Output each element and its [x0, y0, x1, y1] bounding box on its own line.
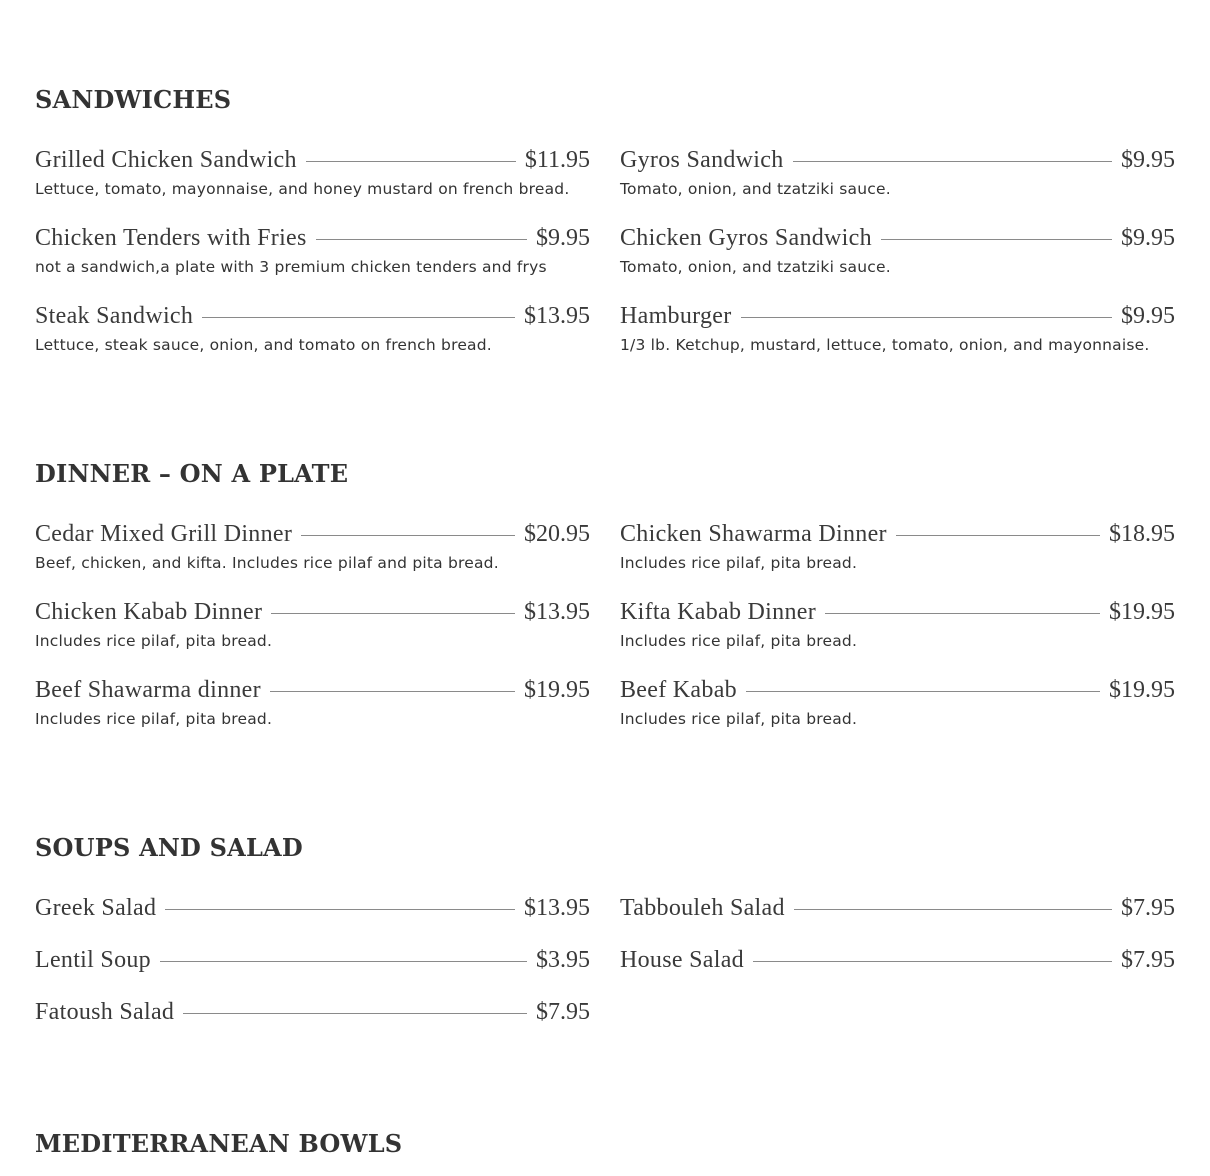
item-leader-line	[271, 613, 515, 614]
item-price: $9.95	[1121, 303, 1175, 329]
item-price: $18.95	[1109, 521, 1175, 547]
item-price: $9.95	[1121, 225, 1175, 251]
menu-item-kifta-kabab-dinner[interactable]	[620, 599, 1175, 650]
section-title-dinner: DINNER – ON A PLATE	[35, 459, 349, 488]
item-name: Chicken Gyros Sandwich	[620, 225, 872, 251]
menu-item-grilled-chicken-sandwich[interactable]	[35, 147, 590, 198]
item-name: Beef Shawarma dinner	[35, 677, 261, 703]
item-price: $13.95	[524, 599, 590, 625]
item-price: $13.95	[524, 895, 590, 921]
item-description: not a sandwich,a plate with 3 premium chicken tenders and frys	[35, 258, 547, 277]
menu-item-chicken-gyros-sandwich[interactable]	[620, 225, 1175, 276]
item-price: $3.95	[536, 947, 590, 973]
menu-item-chicken-shawarma-dinner[interactable]	[620, 521, 1175, 572]
section-title-mediterranean-bowls: MEDITERRANEAN BOWLS	[35, 1129, 403, 1158]
item-name: Chicken Tenders with Fries	[35, 225, 307, 251]
item-leader-line	[301, 535, 515, 536]
item-price: $19.95	[1109, 677, 1175, 703]
item-name: Tabbouleh Salad	[620, 895, 785, 921]
item-price: $20.95	[524, 521, 590, 547]
item-leader-line	[794, 909, 1112, 910]
item-description: Lettuce, steak sauce, onion, and tomato on french bread.	[35, 336, 492, 355]
menu-item-chicken-tenders-with-fries[interactable]	[35, 225, 590, 276]
item-description: Tomato, onion, and tzatziki sauce.	[620, 180, 891, 199]
item-name: Gyros Sandwich	[620, 147, 784, 173]
item-leader-line	[881, 239, 1112, 240]
item-leader-line	[746, 691, 1100, 692]
item-price: $7.95	[1121, 947, 1175, 973]
item-leader-line	[160, 961, 527, 962]
menu-item-house-salad[interactable]	[620, 947, 1175, 973]
item-leader-line	[165, 909, 515, 910]
item-description: Includes rice pilaf, pita bread.	[620, 554, 858, 573]
item-name: Lentil Soup	[35, 947, 151, 973]
item-name: Chicken Kabab Dinner	[35, 599, 263, 625]
item-name: Kifta Kabab Dinner	[620, 599, 816, 625]
menu-item-tabbouleh-salad[interactable]	[620, 895, 1175, 921]
item-leader-line	[753, 961, 1112, 962]
item-price: $9.95	[1121, 147, 1175, 173]
item-description: Includes rice pilaf, pita bread.	[620, 710, 858, 729]
item-name: Beef Kabab	[620, 677, 737, 703]
item-description: Tomato, onion, and tzatziki sauce.	[620, 258, 891, 277]
item-leader-line	[183, 1013, 527, 1014]
item-price: $7.95	[1121, 895, 1175, 921]
item-name: House Salad	[620, 947, 744, 973]
item-description: Beef, chicken, and kifta. Includes rice pilaf and pita bread.	[35, 554, 499, 573]
menu-item-cedar-mixed-grill-dinner[interactable]	[35, 521, 590, 572]
item-description: Includes rice pilaf, pita bread.	[620, 632, 858, 651]
item-leader-line	[306, 161, 516, 162]
item-description: Lettuce, tomato, mayonnaise, and honey mustard on french bread.	[35, 180, 570, 199]
menu-item-hamburger[interactable]	[620, 303, 1175, 354]
item-description: 1/3 lb. Ketchup, mustard, lettuce, tomato, onion, and mayonnaise.	[620, 336, 1150, 355]
item-leader-line	[896, 535, 1100, 536]
item-price: $7.95	[536, 999, 590, 1025]
item-name: Hamburger	[620, 303, 732, 329]
item-leader-line	[202, 317, 515, 318]
item-name: Grilled Chicken Sandwich	[35, 147, 297, 173]
menu-item-gyros-sandwich[interactable]	[620, 147, 1175, 198]
menu-item-steak-sandwich[interactable]	[35, 303, 590, 354]
item-price: $13.95	[524, 303, 590, 329]
item-name: Steak Sandwich	[35, 303, 194, 329]
menu-item-beef-shawarma-dinner[interactable]	[35, 677, 590, 728]
item-leader-line	[316, 239, 527, 240]
item-description: Includes rice pilaf, pita bread.	[35, 632, 273, 651]
item-description: Includes rice pilaf, pita bread.	[35, 710, 273, 729]
item-name: Cedar Mixed Grill Dinner	[35, 521, 293, 547]
item-price: $19.95	[524, 677, 590, 703]
item-price: $11.95	[524, 147, 590, 173]
menu-item-lentil-soup[interactable]	[35, 947, 590, 973]
menu-item-greek-salad[interactable]	[35, 895, 590, 921]
menu-item-chicken-kabab-dinner[interactable]	[35, 599, 590, 650]
item-leader-line	[825, 613, 1100, 614]
item-name: Fatoush Salad	[35, 999, 175, 1025]
item-price: $19.95	[1109, 599, 1175, 625]
item-name: Chicken Shawarma Dinner	[620, 521, 887, 547]
item-leader-line	[270, 691, 515, 692]
menu-item-beef-kabab[interactable]	[620, 677, 1175, 728]
section-title-soups-and-salad: SOUPS AND SALAD	[35, 833, 303, 862]
item-leader-line	[741, 317, 1112, 318]
item-leader-line	[793, 161, 1112, 162]
item-name: Greek Salad	[35, 895, 157, 921]
section-title-sandwiches: SANDWICHES	[35, 85, 232, 114]
menu-item-fatoush-salad[interactable]	[35, 999, 590, 1025]
item-price: $9.95	[536, 225, 590, 251]
